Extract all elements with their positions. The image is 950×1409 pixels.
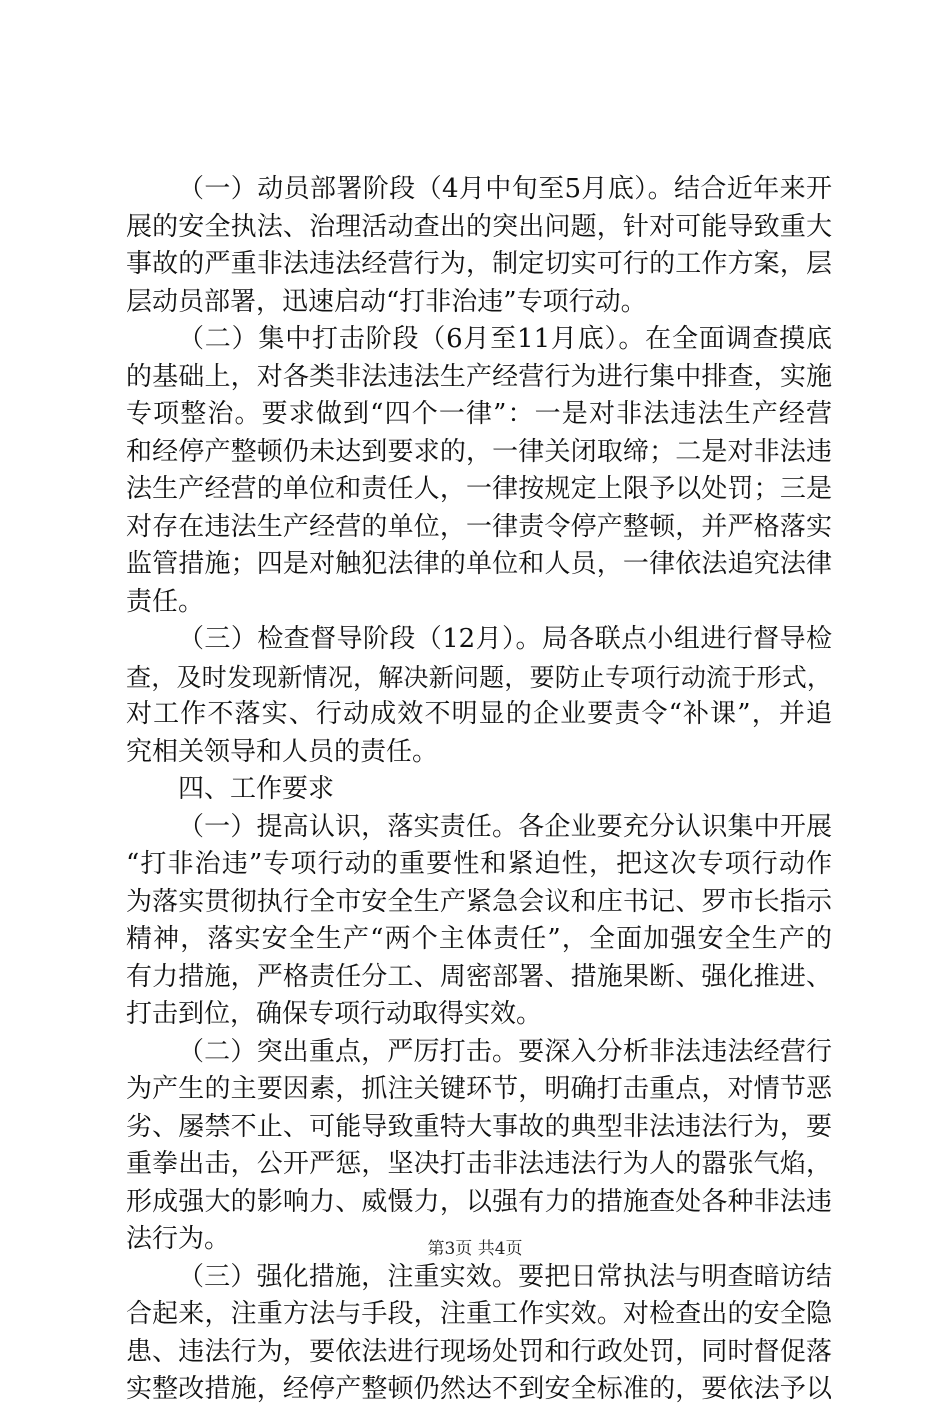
text-line: 精神，落实安全生产“两个主体责任”，全面加强安全生产的: [126, 924, 832, 954]
text-line: 对存在违法生产经营的单位，一律责令停产整顿，并严格落实: [126, 511, 832, 542]
text-line: 重拳出击，公开严惩，坚决打击非法违法行为人的嚣张气焰，: [126, 1149, 832, 1179]
text-line: 法生产经营的单位和责任人，一律按规定上限予以处罚；三是: [126, 474, 832, 504]
text-line: 合起来，注重方法与手段，注重工作实效。对检查出的安全隐: [126, 1299, 832, 1329]
text-line: （一）提高认识，落实责任。各企业要充分认识集中开展: [178, 811, 832, 842]
text-line: 展的安全执法、治理活动查出的突出问题，针对可能导致重大: [126, 211, 832, 242]
text-line: 实整改措施，经停产整顿仍然达不到安全标准的，要依法予以: [126, 1374, 832, 1404]
text-line: 四、工作要求: [178, 774, 335, 804]
text-line: （一）动员部署阶段（4月中旬至5月底）。结合近年来开: [178, 174, 832, 204]
text-line: 事故的严重非法违法经营行为，制定切实可行的工作方案，层: [126, 249, 832, 279]
text-line: 专项整治。要求做到“四个一律”：一是对非法违法生产经营: [126, 399, 832, 429]
page-footer: 第3页 共4页: [427, 1239, 523, 1259]
text-line: 为落实贯彻执行全市安全生产紧急会议和庄书记、罗市长指示: [126, 886, 832, 917]
text-line: 责任。: [126, 586, 205, 617]
text-line: 究相关领导和人员的责任。: [126, 736, 439, 767]
text-line: 患、违法行为，要依法进行现场处罚和行政处罚，同时督促落: [126, 1336, 832, 1367]
text-line: 打击到位，确保专项行动取得实效。: [126, 999, 543, 1029]
text-line: “打非治违”专项行动的重要性和紧迫性，把这次专项行动作: [126, 849, 832, 879]
text-line: 有力措施，严格责任分工、周密部署、措施果断、强化推进、: [126, 961, 832, 992]
text-line: 劣、屡禁不止、可能导致重特大事故的典型非法违法行为，要: [126, 1111, 832, 1142]
text-line: （二）突出重点，严厉打击。要深入分析非法违法经营行: [178, 1036, 832, 1067]
text-line: 层动员部署，迅速启动“打非治违”专项行动。: [126, 286, 647, 317]
text-line: 查，及时发现新情况，解决新问题，要防止专项行动流于形式，: [126, 662, 832, 692]
text-line: （三）检查督导阶段（12月）。局各联点小组进行督导检: [178, 624, 832, 654]
text-line: 形成强大的影响力、威慑力，以强有力的措施查处各种非法违: [126, 1186, 832, 1217]
text-line: 为产生的主要因素，抓注关键环节，明确打击重点，对情节恶: [126, 1074, 832, 1104]
text-line: 监管措施；四是对触犯法律的单位和人员，一律依法追究法律: [126, 549, 832, 579]
text-line: （二）集中打击阶段（6月至11月底）。在全面调查摸底: [178, 324, 832, 354]
document-body: [126, 171, 832, 1409]
text-line: 和经停产整顿仍未达到要求的，一律关闭取缔；二是对非法违: [126, 436, 832, 467]
text-line: （三）强化措施，注重实效。要把日常执法与明查暗访结: [178, 1261, 832, 1292]
text-line: 法行为。: [126, 1224, 231, 1254]
text-line: 对工作不落实、行动成效不明显的企业要责令“补课”，并追: [126, 699, 832, 729]
text-line: 的基础上，对各类非法违法生产经营行为进行集中排查，实施: [126, 361, 832, 392]
